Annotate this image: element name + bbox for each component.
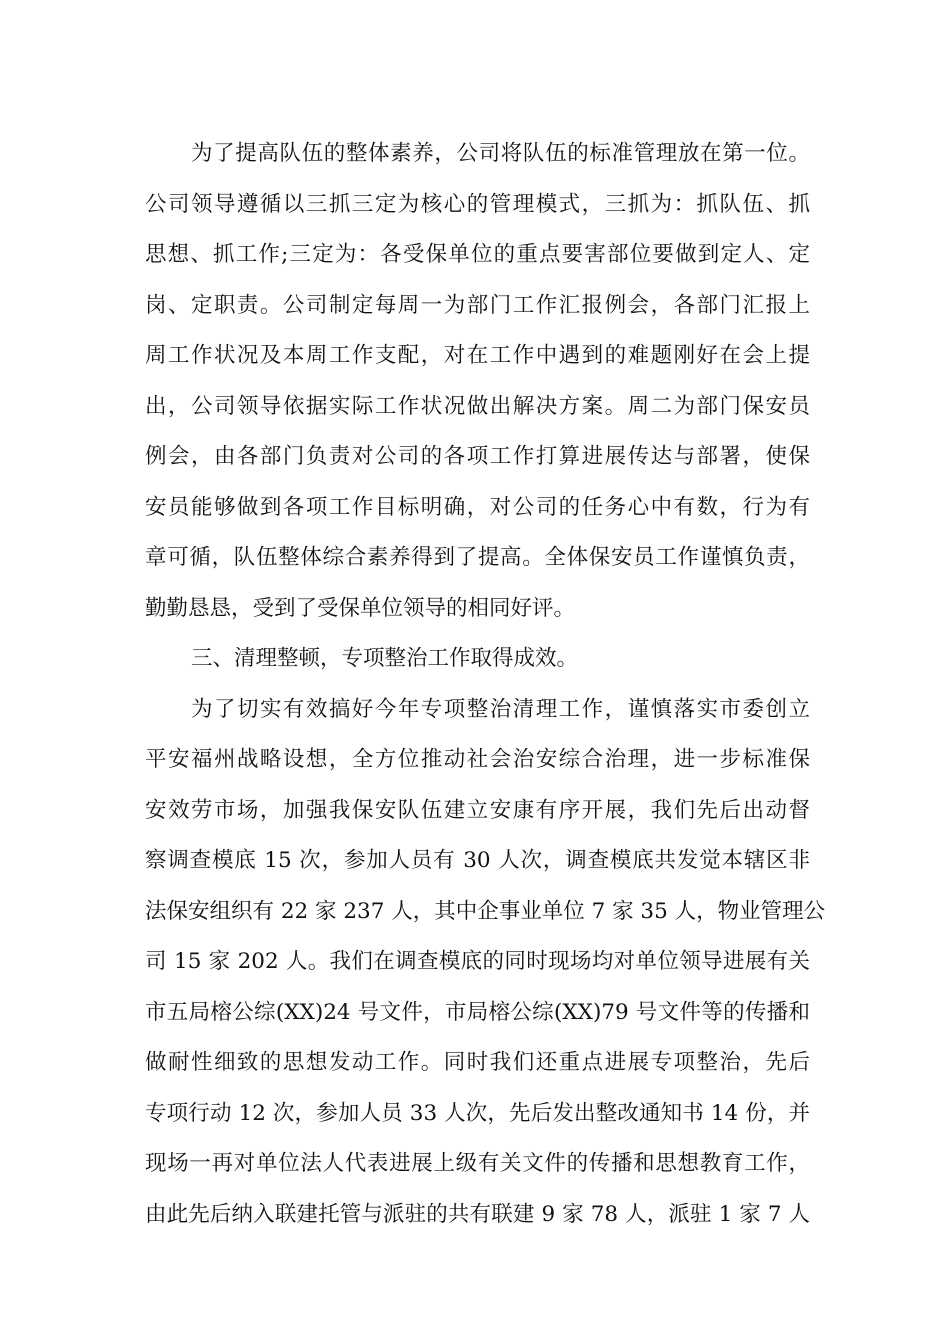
paragraph-line: 勤勤恳恳，受到了受保单位领导的相同好评。 — [145, 595, 576, 621]
paragraph-line: 岗、定职责。公司制定每周一为部门工作汇报例会，各部门汇报上 — [145, 292, 810, 318]
paragraph-line: 市五局榕公综(XX)24 号文件，市局榕公综(XX)79 号文件等的传播和 — [145, 999, 810, 1025]
paragraph-line: 为了切实有效搞好今年专项整治清理工作，谨慎落实市委创立 — [191, 696, 810, 722]
paragraph-line: 做耐性细致的思想发动工作。同时我们还重点进展专项整治，先后 — [145, 1050, 810, 1075]
section-heading: 三、清理整顿，专项整治工作取得成效。 — [191, 646, 579, 671]
paragraph-line: 由此先后纳入联建托管与派驻的共有联建 9 家 78 人，派驻 1 家 7 人 — [145, 1201, 810, 1227]
paragraph-line: 思想、抓工作;三定为：各受保单位的重点要害部位要做到定人、定 — [145, 242, 810, 267]
paragraph-line: 安员能够做到各项工作目标明确，对公司的任务心中有数，行为有 — [145, 494, 810, 520]
paragraph-line: 出，公司领导依据实际工作状况做出解决方案。周二为部门保安员 — [145, 393, 810, 419]
paragraph-line: 安效劳市场，加强我保安队伍建立安康有序开展，我们先后出动督 — [145, 797, 810, 823]
paragraph-line: 平安福州战略设想，全方位推动社会治安综合治理，进一步标准保 — [145, 747, 810, 772]
document-body — [145, 129, 826, 1240]
paragraph-line: 为了提高队伍的整体素养，公司将队伍的标准管理放在第一位。 — [191, 141, 810, 166]
paragraph-line: 司 15 家 202 人。我们在调查模底的同时现场均对单位领导进展有关 — [145, 949, 810, 974]
paragraph-line: 周工作状况及本周工作支配，对在工作中遇到的难题刚好在会上提 — [145, 343, 810, 368]
paragraph-line: 察调查模底 15 次，参加人员有 30 人次，调查模底共发觉本辖区非 — [145, 848, 810, 873]
paragraph-line: 章可循，队伍整体综合素养得到了提高。全体保安员工作谨慎负责， — [145, 545, 810, 570]
paragraph-line: 现场一再对单位法人代表进展上级有关文件的传播和思想教育工作， — [145, 1151, 810, 1176]
paragraph-line: 法保安组织有 22 家 237 人，其中企事业单位 7 家 35 人，物业管理公 — [145, 898, 826, 924]
paragraph-line: 例会，由各部门负责对公司的各项工作打算进展传达与部署，使保 — [145, 444, 810, 469]
paragraph-line: 公司领导遵循以三抓三定为核心的管理模式，三抓为：抓队伍、抓 — [145, 191, 810, 217]
paragraph-line: 专项行动 12 次，参加人员 33 人次，先后发出整改通知书 14 份，并 — [145, 1100, 810, 1126]
